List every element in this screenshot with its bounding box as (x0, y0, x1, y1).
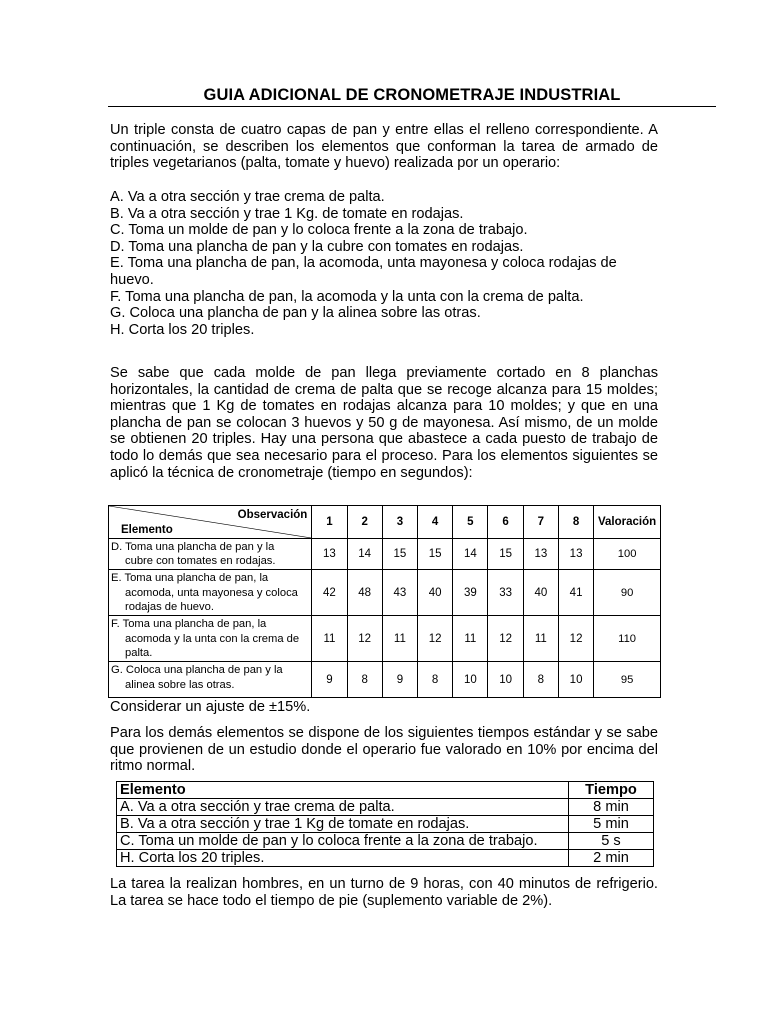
rating-cell: 95 (594, 662, 661, 698)
table-row (109, 570, 661, 616)
time-cell: 13 (523, 539, 558, 570)
obs-number-header: 6 (488, 506, 523, 539)
time-cell: 13 (312, 539, 347, 570)
time-cell: 11 (382, 616, 417, 662)
observation-header-row (109, 506, 661, 539)
time-cell: 15 (488, 539, 523, 570)
table-row (117, 799, 654, 816)
standard-time: 5 min (569, 816, 654, 833)
time-cell: 9 (312, 662, 347, 698)
time-cell: 15 (382, 539, 417, 570)
table-row (117, 850, 654, 867)
standard-element: A. Va a otra sección y trae crema de palta. (117, 799, 569, 816)
time-cell: 12 (347, 616, 382, 662)
rating-cell: 90 (594, 570, 661, 616)
element-text: palta. (125, 646, 153, 659)
standard-times-paragraph: Para los demás elementos se dispone de los siguientes tiempos estándar y se sabe que provienen de un estudio donde el operario fue valorado en 10% por encima del ritmo normal. (110, 725, 658, 775)
standard-header-row (117, 782, 654, 799)
time-cell: 10 (488, 662, 523, 698)
adjustment-note: Considerar un ajuste de ±15%. (110, 699, 311, 715)
context-paragraph: Se sabe que cada molde de pan llega previamente cortado en 8 planchas horizontales, la cantidad de crema de palta que se recoge alcanza para 15 moldes; mientras que 1 Kg de tomates en rodajas alcanza para 10 moldes; y que en una plancha de pan se colocan 3 huevos y 50 g de mayonesa. Así mismo, de un molde se obtienen 20 triples. Hay una persona que abastece a cada puesto de trabajo de todo lo demás que sea necesario para el proceso. Para los elementos siguientes se aplicó la técnica de cronometraje (tiempo en segundos): (110, 365, 658, 481)
obs-number-header: 3 (382, 506, 417, 539)
obs-number-header: 8 (558, 506, 593, 539)
list-item: C. Toma un molde de pan y lo coloca frente a la zona de trabajo. (110, 222, 528, 239)
observacion-header: Observación (237, 509, 308, 521)
list-item: D. Toma una plancha de pan y la cubre con tomates en rodajas. (110, 238, 524, 255)
standard-element: C. Toma un molde de pan y lo coloca frente a la zona de trabajo. (117, 833, 569, 850)
obs-number-header: 5 (453, 506, 488, 539)
list-item: A. Va a otra sección y trae crema de palta. (110, 189, 385, 205)
rating-cell: 110 (594, 616, 661, 662)
element-description (109, 570, 312, 616)
elemento-column-header: Elemento (117, 782, 569, 799)
list-item: H. Corta los 20 triples. (110, 321, 255, 338)
element-text: E. Toma una plancha de pan, la (111, 572, 269, 585)
time-cell: 48 (347, 570, 382, 616)
table-row (109, 539, 661, 570)
element-text: acomoda, unta mayonesa y coloca (125, 586, 298, 599)
element-text: F. Toma una plancha de pan, la (111, 618, 267, 631)
time-cell: 12 (418, 616, 453, 662)
element-list (110, 189, 658, 338)
standard-time: 2 min (569, 850, 654, 867)
time-cell: 42 (312, 570, 347, 616)
time-cell: 11 (453, 616, 488, 662)
obs-number-header: 4 (418, 506, 453, 539)
intro-paragraph: Un triple consta de cuatro capas de pan y entre ellas el relleno correspondiente. A continuación, se describen los elementos que conforman la tarea de armado de triples vegetarianos (palta, tomate y huevo) realizada por un operario: (110, 122, 658, 172)
time-cell: 13 (558, 539, 593, 570)
elemento-header: Elemento (121, 523, 173, 536)
list-item: B. Va a otra sección y trae 1 Kg. de tomate en rodajas. (110, 205, 464, 222)
list-item: F. Toma una plancha de pan, la acomoda y la unta con la crema de palta. (110, 288, 584, 305)
diagonal-header-cell (109, 506, 312, 539)
element-text: alinea sobre las otras. (125, 678, 235, 691)
table-row (109, 616, 661, 662)
table-row (117, 816, 654, 833)
time-cell: 43 (382, 570, 417, 616)
time-cell: 10 (453, 662, 488, 698)
time-cell: 8 (347, 662, 382, 698)
element-text: cubre con tomates en rodajas. (125, 555, 276, 568)
time-cell: 41 (558, 570, 593, 616)
standard-time: 8 min (569, 799, 654, 816)
time-cell: 12 (558, 616, 593, 662)
time-cell: 33 (488, 570, 523, 616)
time-cell: 15 (418, 539, 453, 570)
final-paragraph: La tarea la realizan hombres, en un turno de 9 horas, con 40 minutos de refrigerio. La tarea se hace todo el tiempo de pie (suplemento variable de 2%). (110, 876, 658, 909)
time-cell: 10 (558, 662, 593, 698)
standard-times-table (116, 781, 654, 867)
title-underline (108, 106, 716, 107)
standard-element: H. Corta los 20 triples. (117, 850, 569, 867)
time-cell: 39 (453, 570, 488, 616)
element-text: G. Coloca una plancha de pan y la (111, 664, 283, 677)
list-item: G. Coloca una plancha de pan y la alinea sobre las otras. (110, 305, 481, 322)
element-description (109, 662, 312, 698)
observation-table (108, 505, 661, 698)
time-cell: 8 (418, 662, 453, 698)
standard-time: 5 s (569, 833, 654, 850)
rating-cell: 100 (594, 539, 661, 570)
list-item: E. Toma una plancha de pan, la acomoda, unta mayonesa y coloca rodajas de huevo. (110, 255, 617, 288)
element-text: acomoda y la unta con la crema de (125, 632, 300, 645)
time-cell: 12 (488, 616, 523, 662)
element-text: rodajas de huevo. (125, 600, 214, 613)
time-cell: 11 (523, 616, 558, 662)
document-title: GUIA ADICIONAL DE CRONOMETRAJE INDUSTRIAL (203, 86, 621, 104)
time-cell: 40 (523, 570, 558, 616)
time-cell: 14 (347, 539, 382, 570)
time-cell: 14 (453, 539, 488, 570)
obs-number-header: 1 (312, 506, 347, 539)
obs-number-header: 2 (347, 506, 382, 539)
element-description (109, 539, 312, 570)
element-text: D. Toma una plancha de pan y la (111, 541, 275, 553)
standard-element: B. Va a otra sección y trae 1 Kg de tomate en rodajas. (117, 816, 569, 833)
time-cell: 9 (382, 662, 417, 698)
valoracion-header: Valoración (594, 506, 661, 539)
time-cell: 8 (523, 662, 558, 698)
tiempo-column-header: Tiempo (569, 782, 654, 799)
table-row (109, 662, 661, 698)
time-cell: 11 (312, 616, 347, 662)
time-cell: 40 (418, 570, 453, 616)
element-description (109, 616, 312, 662)
table-row (117, 833, 654, 850)
obs-number-header: 7 (523, 506, 558, 539)
